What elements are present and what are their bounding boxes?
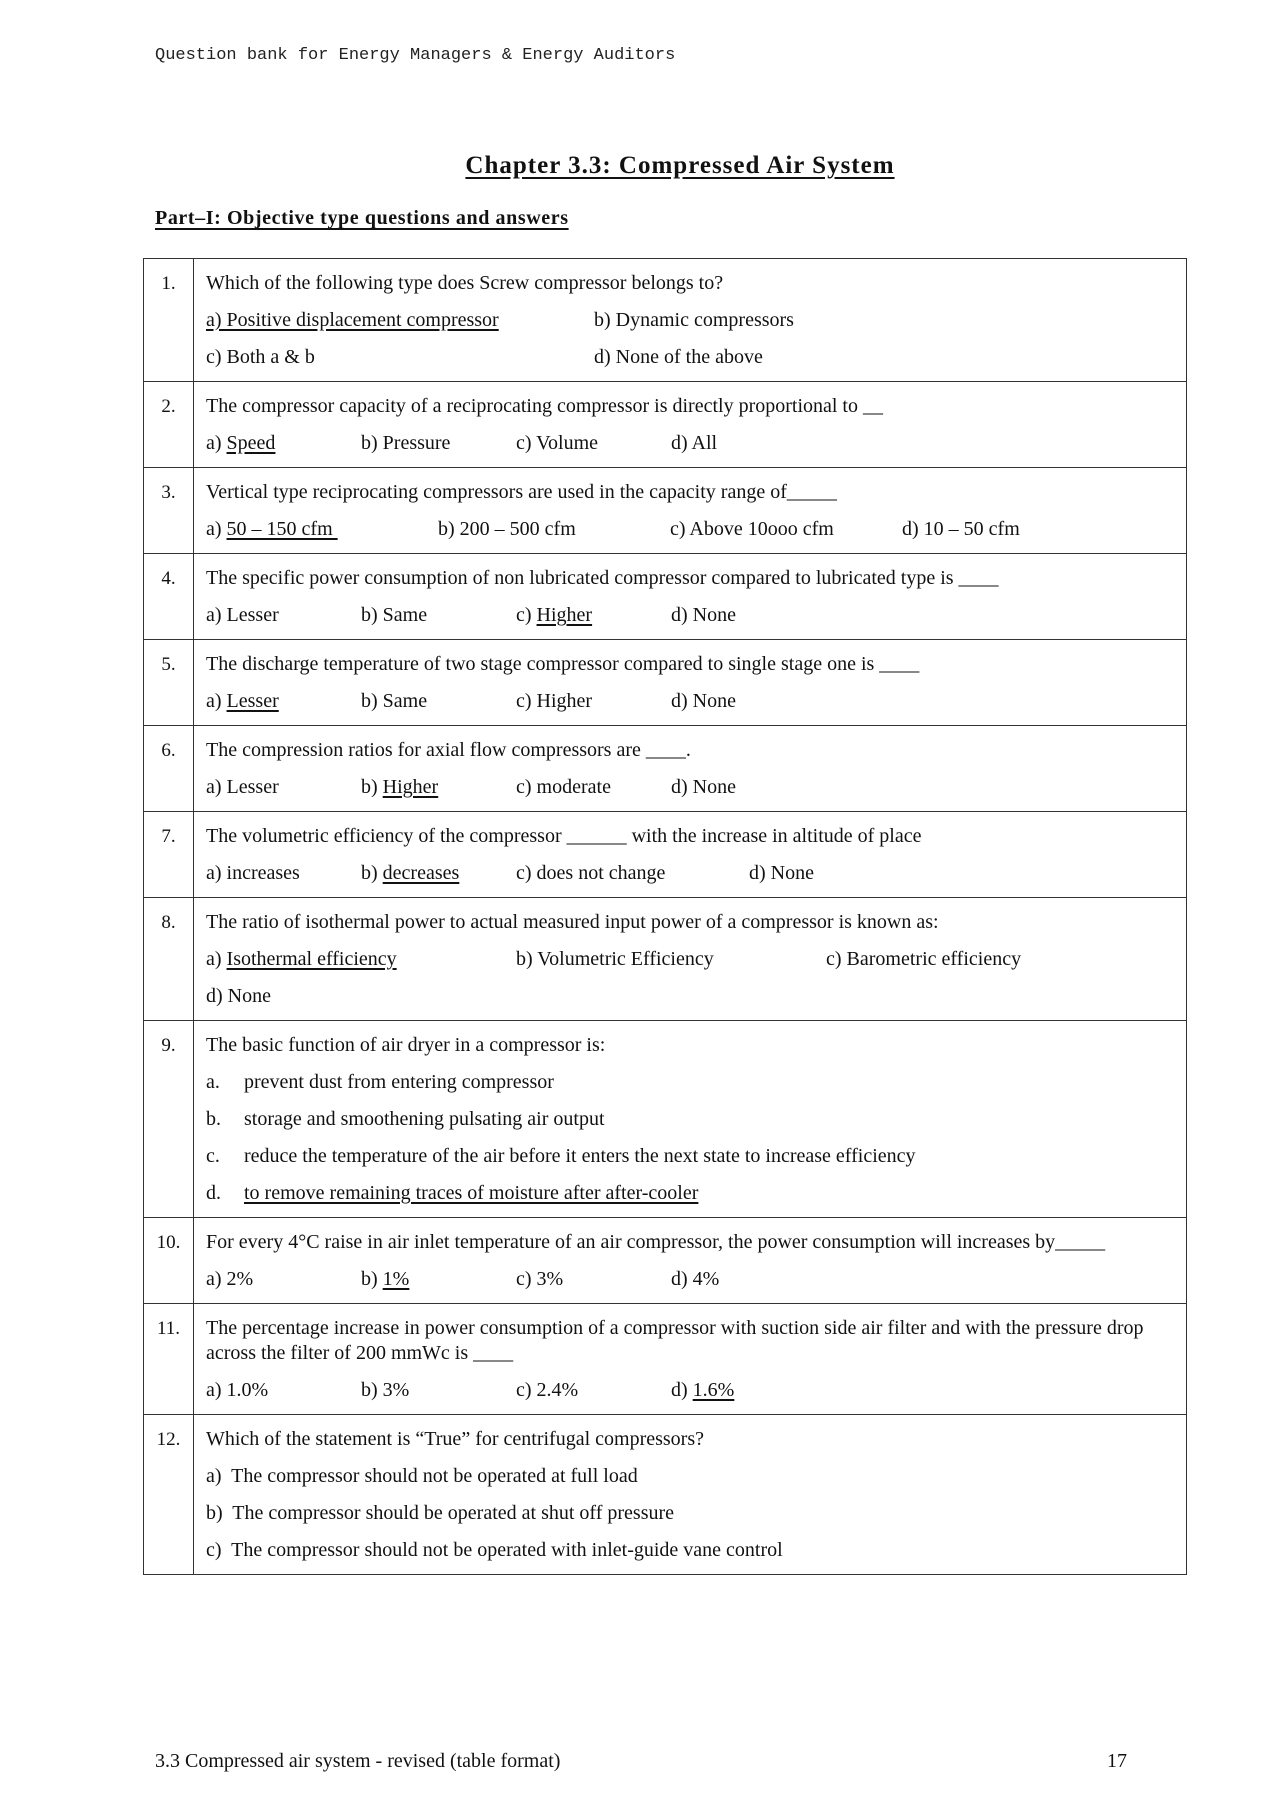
option-c: c) does not change [516, 862, 666, 884]
option-a [206, 517, 438, 542]
question-row [144, 1218, 1187, 1304]
chapter-title-text: Chapter 3.3: Compressed Air System [465, 152, 895, 179]
running-header: Question bank for Energy Managers & Energy Auditors [155, 46, 676, 65]
question-row [144, 898, 1187, 1021]
option-c [516, 603, 671, 628]
option-d: d) All [671, 432, 718, 454]
question-row [144, 1415, 1187, 1575]
question-number: 10. [144, 1218, 194, 1304]
list-letter: a. [206, 1071, 220, 1093]
option-b: b) 200 – 500 cfm [438, 518, 576, 540]
list-item [206, 1144, 1174, 1181]
option-b-answer: Higher [382, 776, 439, 798]
option-c-answer: Higher [536, 604, 593, 626]
list-letter: d. [206, 1182, 221, 1204]
list-text: storage and smoothening pulsating air output [244, 1108, 605, 1130]
option-a-prefix: a) [206, 948, 227, 970]
option-a: a) increases [206, 862, 300, 884]
option-b: b) Volumetric Efficiency [516, 948, 714, 970]
footer-text: 3.3 Compressed air system - revised (table format) [155, 1750, 561, 1772]
option-d-prefix: d) [671, 1379, 693, 1401]
option-a: a) The compressor should not be operated at full load [206, 1465, 638, 1487]
question-row [144, 259, 1187, 382]
list-letter: c. [206, 1145, 220, 1167]
option-a-prefix: a) [206, 432, 227, 454]
option-b: b) Pressure [361, 432, 451, 454]
question-number: 12. [144, 1415, 194, 1575]
question-text: The compressor capacity of a reciprocating compressor is directly proportional to __ [206, 395, 883, 417]
question-text: For every 4°C raise in air inlet temperature of an air compressor, the power consumption will increases by_____ [206, 1231, 1106, 1253]
option-c: c) Above 10ooo cfm [670, 518, 834, 540]
list-letter: b. [206, 1108, 221, 1130]
option-c: c) The compressor should not be operated with inlet-guide vane control [206, 1539, 783, 1561]
question-number: 3. [144, 468, 194, 554]
option-a: a) 2% [206, 1268, 254, 1290]
question-row [144, 812, 1187, 898]
list-text: reduce the temperature of the air before it enters the next state to increase efficiency [244, 1145, 916, 1167]
option-a: a) Lesser [206, 604, 279, 626]
question-text: Which of the statement is “True” for centrifugal compressors? [206, 1428, 704, 1450]
option-a [206, 689, 361, 714]
question-text: The ratio of isothermal power to actual measured input power of a compressor is known as: [206, 911, 939, 933]
question-row [144, 382, 1187, 468]
question-row [144, 726, 1187, 812]
question-text: The discharge temperature of two stage compressor compared to single stage one is ____ [206, 653, 920, 675]
option-a-answer: 50 – 150 cfm [226, 518, 338, 540]
list-item [206, 1070, 1174, 1107]
question-row [144, 1021, 1187, 1218]
question-number: 4. [144, 554, 194, 640]
option-b-answer: 1% [382, 1268, 410, 1290]
option-d: d) 10 – 50 cfm [902, 518, 1020, 540]
option-d: d) None [206, 985, 271, 1007]
option-a-prefix: a) [206, 690, 227, 712]
option-a: a) 1.0% [206, 1379, 269, 1401]
option-a [206, 431, 361, 456]
question-text: The basic function of air dryer in a compressor is: [206, 1034, 606, 1056]
option-d: d) 4% [671, 1268, 720, 1290]
option-b [361, 861, 516, 886]
page-number: 17 [1107, 1750, 1127, 1772]
question-number: 2. [144, 382, 194, 468]
option-b: b) Same [361, 690, 428, 712]
question-number: 6. [144, 726, 194, 812]
option-a-answer: Speed [226, 432, 276, 454]
option-b [361, 1267, 516, 1292]
option-a-prefix: a) [206, 518, 227, 540]
option-b: b) 3% [361, 1379, 410, 1401]
question-text: The compression ratios for axial flow compressors are ____. [206, 739, 691, 761]
list-text: prevent dust from entering compressor [244, 1071, 554, 1093]
option-d: d) None [671, 604, 736, 626]
question-number: 1. [144, 259, 194, 382]
option-c: c) Higher [516, 690, 593, 712]
question-number: 7. [144, 812, 194, 898]
question-text: Vertical type reciprocating compressors are used in the capacity range of_____ [206, 481, 837, 503]
chapter-title [0, 152, 1280, 180]
option-c: c) moderate [516, 776, 611, 798]
part-title: Part–I: Objective type questions and answers [155, 207, 569, 229]
option-d: d) None of the above [594, 346, 763, 368]
question-number: 11. [144, 1304, 194, 1415]
list-text-answer: to remove remaining traces of moisture after after-cooler [244, 1182, 699, 1204]
option-c: c) 3% [516, 1268, 564, 1290]
question-text: The percentage increase in power consumption of a compressor with suction side air filter and with the pressure drop across the filter of 200 mmWc is ____ [206, 1317, 1144, 1364]
option-c: c) Barometric efficiency [826, 948, 1022, 970]
option-a: a) Lesser [206, 776, 279, 798]
option-d-answer: 1.6% [692, 1379, 735, 1401]
question-number: 9. [144, 1021, 194, 1218]
question-row [144, 468, 1187, 554]
option-b-prefix: b) [361, 776, 383, 798]
option-a-answer: Isothermal efficiency [226, 948, 397, 970]
option-a-answer: a) Positive displacement compressor [206, 309, 499, 331]
option-c: c) Volume [516, 432, 599, 454]
option-b: b) Dynamic compressors [594, 309, 794, 331]
question-text: Which of the following type does Screw compressor belongs to? [206, 272, 724, 294]
option-b-prefix: b) [361, 1268, 383, 1290]
question-row [144, 554, 1187, 640]
option-d: d) None [671, 690, 736, 712]
question-table [143, 258, 1187, 1575]
question-row [144, 1304, 1187, 1415]
option-b-prefix: b) [361, 862, 383, 884]
option-a [206, 947, 516, 972]
question-row [144, 640, 1187, 726]
option-c: c) Both a & b [206, 346, 315, 368]
question-text: The volumetric efficiency of the compressor ______ with the increase in altitude of place [206, 825, 922, 847]
option-c-prefix: c) [516, 604, 537, 626]
list-item [206, 1181, 1174, 1209]
option-d: d) None [671, 776, 736, 798]
question-number: 8. [144, 898, 194, 1021]
list-item [206, 1107, 1174, 1144]
option-c: c) 2.4% [516, 1379, 579, 1401]
question-number: 5. [144, 640, 194, 726]
question-text: The specific power consumption of non lubricated compressor compared to lubricated type is ____ [206, 567, 999, 589]
option-d [671, 1378, 734, 1403]
option-d: d) None [749, 862, 814, 884]
option-b [361, 775, 516, 800]
option-a-answer: Lesser [226, 690, 279, 712]
option-b-answer: decreases [382, 862, 460, 884]
option-b: b) Same [361, 604, 428, 626]
option-b: b) The compressor should be operated at shut off pressure [206, 1502, 675, 1524]
